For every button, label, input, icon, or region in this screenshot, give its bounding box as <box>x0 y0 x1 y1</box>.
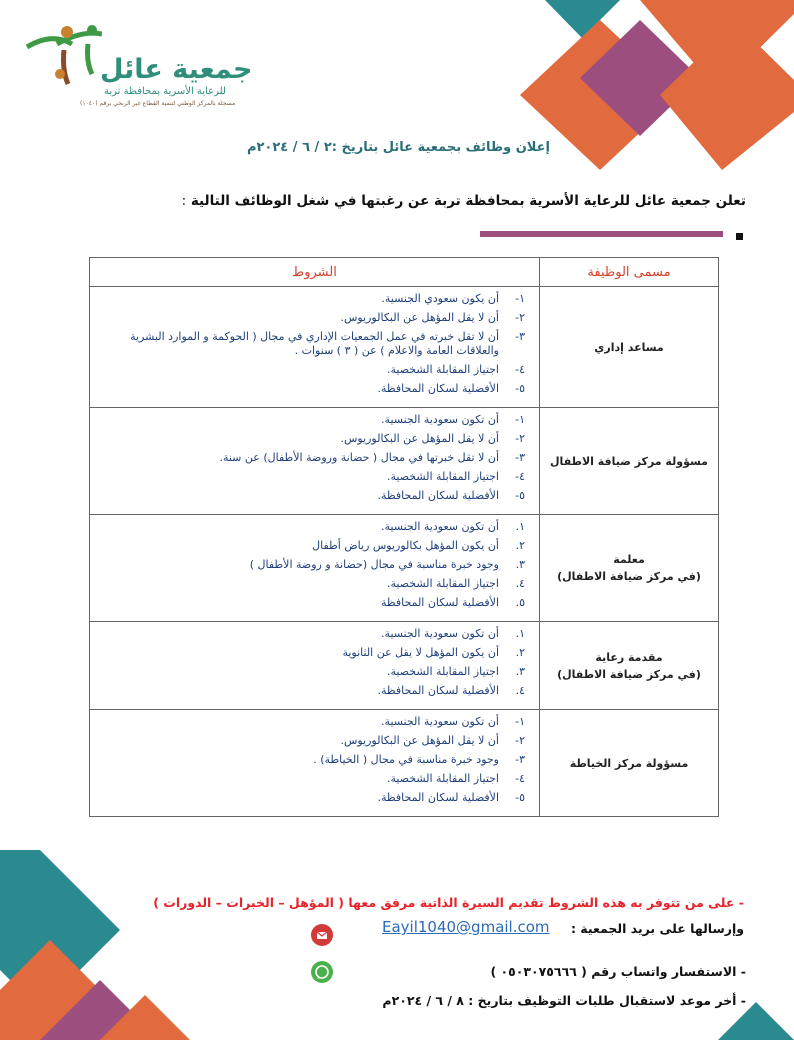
announcement-title: إعلان وظائف بجمعية عائل بتاريخ :٢ / ٦ / ٢٠٢٤م <box>246 140 550 155</box>
condition-number: ٤. <box>515 577 525 590</box>
whatsapp-icon <box>311 961 333 983</box>
job-title-note: (في مركز ضيافة الاطفال) <box>557 570 701 583</box>
condition-text: اجتياز المقابلة الشخصية. <box>386 772 499 785</box>
jobs-table-body <box>90 287 719 817</box>
job-title-cell <box>540 287 719 408</box>
condition-number: ١. <box>515 520 525 533</box>
condition-text: الأفضلية لسكان المحافظة. <box>377 382 499 395</box>
condition-text: أن يكون سعودي الجنسية. <box>381 292 499 305</box>
job-title: مسؤولة مركز ضيافة الاطفال <box>550 454 708 468</box>
job-conditions-cell <box>90 710 540 817</box>
condition-number: ٣- <box>515 753 525 766</box>
condition-text: الأفضلية لسكان المحافظة <box>380 596 499 609</box>
table-row <box>90 408 719 515</box>
condition-item <box>96 596 525 610</box>
mail-icon <box>311 924 333 946</box>
condition-number: ٣- <box>515 330 525 343</box>
condition-number: ١- <box>515 715 525 728</box>
condition-item <box>96 715 525 729</box>
condition-number: ٢. <box>515 539 525 552</box>
condition-number: ٤- <box>515 470 525 483</box>
condition-text: أن تكون سعودية الجنسية. <box>381 413 499 426</box>
condition-text: أن لا يقل المؤهل عن البكالوريوس. <box>340 432 499 445</box>
job-title: مساعد إداري <box>594 340 664 354</box>
logo-figures-icon <box>22 22 102 102</box>
condition-text: وجود خبرة مناسبة في مجال (حضانة و روضة الأطفال ) <box>249 558 499 571</box>
condition-item <box>96 558 525 572</box>
condition-text: أن لا يقل المؤهل عن البكالوريوس. <box>340 311 499 324</box>
condition-text: أن يكون المؤهل لا يقل عن الثانوية <box>342 646 499 659</box>
condition-text: اجتياز المقابلة الشخصية. <box>386 665 499 678</box>
condition-text: اجتياز المقابلة الشخصية. <box>386 577 499 590</box>
condition-number: ٤. <box>515 684 525 697</box>
condition-item <box>96 292 525 306</box>
condition-number: ٤- <box>515 363 525 376</box>
condition-number: ٥- <box>515 382 525 395</box>
condition-item <box>96 665 525 679</box>
condition-text: أن تكون سعودية الجنسية. <box>381 520 499 533</box>
job-title: معلمة <box>613 553 645 566</box>
condition-text: الأفضلية لسكان المحافظة. <box>377 791 499 804</box>
job-title-cell <box>540 408 719 515</box>
job-conditions-cell <box>90 515 540 622</box>
email-link[interactable]: Eayil1040@gmail.com <box>382 918 550 936</box>
condition-item <box>96 753 525 767</box>
condition-item <box>96 791 525 805</box>
job-conditions-cell <box>90 622 540 710</box>
condition-item <box>96 451 525 465</box>
intro-colon: : <box>181 193 187 209</box>
logo-registration: مسجلة بالمركز الوطني لتنمية القطاع غير الربحي برقم (١٠٤٠) <box>80 100 236 107</box>
condition-number: ٢. <box>515 646 525 659</box>
email-instruction: وإرسالها على بريد الجمعية : <box>570 921 744 936</box>
condition-text: اجتياز المقابلة الشخصية. <box>386 470 499 483</box>
condition-number: ٣. <box>515 558 525 571</box>
condition-text: أن تكون سعودية الجنسية. <box>381 715 499 728</box>
condition-item <box>96 489 525 503</box>
condition-item <box>96 734 525 748</box>
condition-item <box>96 684 525 698</box>
intro-main: تعلن جمعية عائل للرعاية الأسرية بمحافظة تربة عن رغبتها في شغل الوظائف التالية <box>190 193 746 209</box>
condition-item <box>96 363 525 377</box>
job-title-cell <box>540 710 719 817</box>
condition-item <box>96 627 525 641</box>
job-title: مقدمة رعاية <box>595 650 663 664</box>
bullet-square <box>736 233 743 240</box>
header-job-title: مسمى الوظيفة <box>540 258 719 287</box>
condition-number: ٤- <box>515 772 525 785</box>
condition-number: ١- <box>515 413 525 426</box>
table-row <box>90 515 719 622</box>
condition-number: ٥. <box>515 596 525 609</box>
condition-item <box>96 311 525 325</box>
condition-number: ١- <box>515 292 525 305</box>
condition-item <box>96 577 525 591</box>
job-title: مسؤولة مركز الخياطة <box>569 756 689 770</box>
condition-item <box>96 539 525 553</box>
condition-number: ٢- <box>515 734 525 747</box>
table-row <box>90 287 719 408</box>
condition-text: أن تكون سعودية الجنسية. <box>381 627 499 640</box>
condition-text: أن لا تقل خبرتها في مجال ( حضانة وروضة الأطفال) عن سنة. <box>219 451 499 464</box>
condition-number: ٢- <box>515 311 525 324</box>
condition-item <box>96 470 525 484</box>
application-note: - على من تتوفر به هذه الشروط تقديم السيرة الذاتية مرفق معها ( المؤهل – الخبرات – الدورات ) <box>153 895 744 910</box>
condition-text: الأفضلية لسكان المحافظة. <box>377 489 499 502</box>
jobs-table <box>89 257 719 817</box>
table-header-row <box>90 258 719 287</box>
whatsapp-inquiry: - الاستفسار واتساب رقم ( ٠٥٠٣٠٧٥٦٦٦ ) <box>490 964 746 979</box>
condition-text: أن يكون المؤهل بكالوريوس رياض أطفال <box>312 539 499 552</box>
condition-number: ٢- <box>515 432 525 445</box>
condition-item <box>96 772 525 786</box>
job-title-note: (في مركز ضيافة الاطفال) <box>557 667 701 681</box>
logo-subtitle: للرعاية الأسرية بمحافظة تربة <box>104 86 226 97</box>
table-row <box>90 710 719 817</box>
condition-item <box>96 413 525 427</box>
condition-number: ٣- <box>515 451 525 464</box>
condition-number: ٣. <box>515 665 525 678</box>
divider-bar <box>480 231 723 237</box>
condition-text: أن لا يقل المؤهل عن البكالوريوس. <box>340 734 499 747</box>
condition-item <box>96 432 525 446</box>
job-conditions-cell <box>90 408 540 515</box>
application-deadline: - أخر موعد لاستقبال طلبات التوظيف بتاريخ : ٨ / ٦ / ٢٠٢٤م <box>382 993 746 1008</box>
header-conditions: الشروط <box>90 258 540 287</box>
condition-item <box>96 520 525 534</box>
condition-item <box>96 330 525 358</box>
condition-item <box>96 646 525 660</box>
condition-text: اجتياز المقابلة الشخصية. <box>386 363 499 376</box>
table-row <box>90 622 719 710</box>
intro-text <box>182 193 746 209</box>
condition-text: الأفضلية لسكان المحافظة. <box>377 684 499 697</box>
association-logo <box>22 22 253 117</box>
condition-number: ٥- <box>515 489 525 502</box>
condition-item <box>96 382 525 396</box>
condition-number: ٥- <box>515 791 525 804</box>
job-title-cell <box>540 622 719 710</box>
condition-text: أن لا تقل خبرته في عمل الجمعيات الإداري في مجال ( الحوكمة و الموارد البشرية والعلاقات العامة والاعلام ) عن ( ٣ ) سنوات . <box>130 330 499 357</box>
job-title-cell <box>540 515 719 622</box>
job-conditions-cell <box>90 287 540 408</box>
condition-text: وجود خبرة مناسبة في مجال ( الخياطة) . <box>313 753 499 766</box>
condition-number: ١. <box>515 627 525 640</box>
logo-name: جمعية عائل <box>100 54 253 85</box>
